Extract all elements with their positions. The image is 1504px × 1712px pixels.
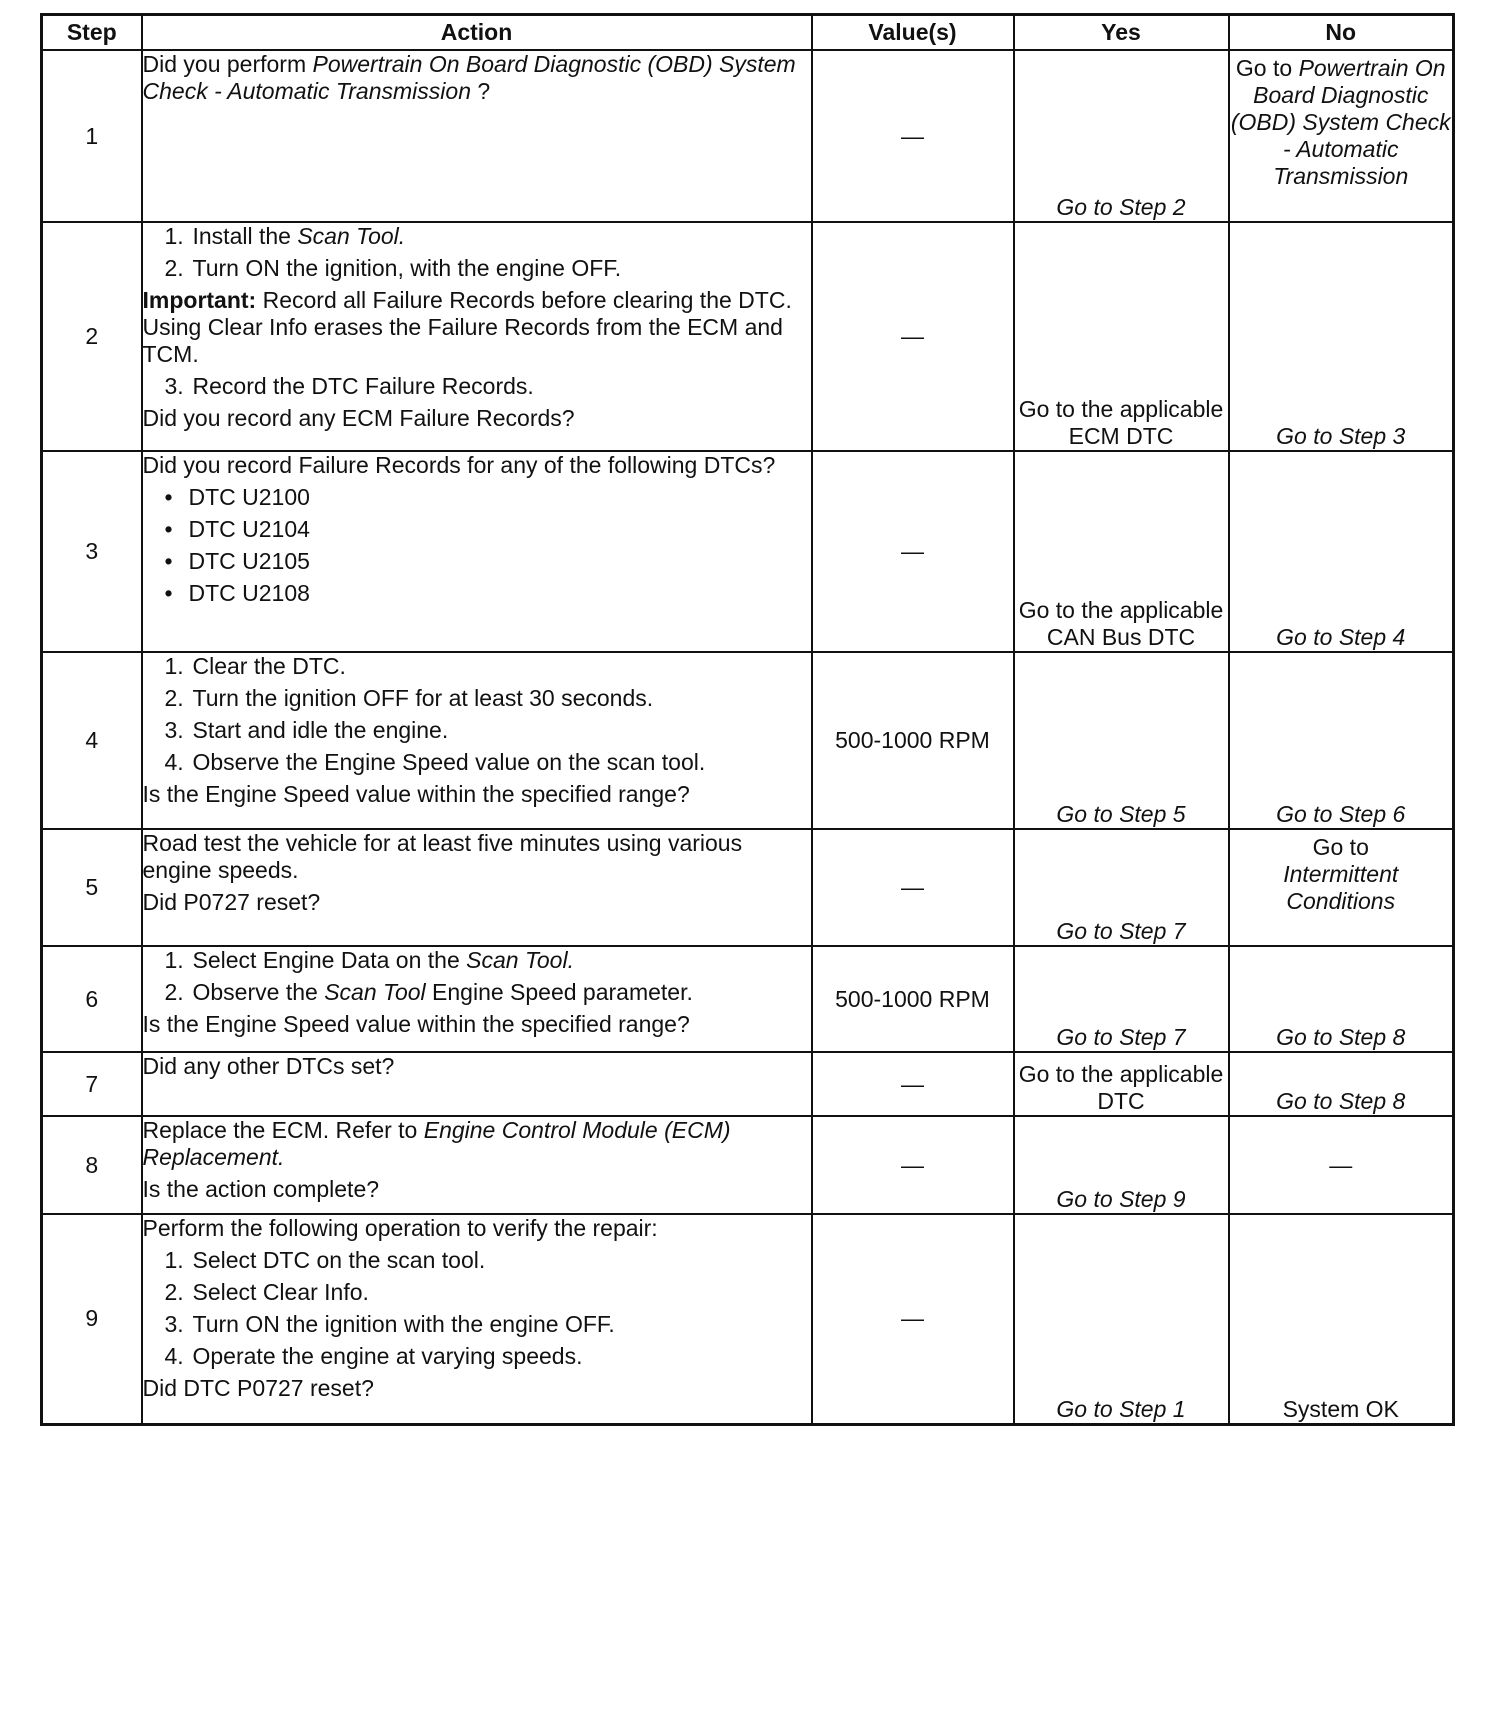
dtc-code: DTC U2104: [188, 516, 310, 542]
step-number: 5: [42, 829, 142, 946]
action-cell: [142, 829, 812, 946]
item-text: Install the: [192, 223, 298, 249]
list-item: [143, 653, 811, 680]
bullet-item: [143, 580, 811, 607]
table-row-step-1: [42, 50, 1454, 222]
list-item: [143, 685, 811, 712]
no-link: Go to Step 4: [1276, 624, 1406, 650]
bullet-icon: •: [164, 580, 173, 606]
step-number: 4: [42, 652, 142, 829]
action-text: Perform the following operation to verify the repair:: [142, 1215, 658, 1241]
list-item: [143, 1279, 811, 1306]
no-link: Go to Step 3: [1276, 423, 1406, 449]
important-text: Record all Failure Records before clearing the DTC. Using Clear Info erases the Failure Records from the ECM and TCM.: [142, 287, 792, 367]
item-number: 2.: [164, 1279, 184, 1305]
value-cell: 500-1000 RPM: [812, 946, 1014, 1052]
no-cell: [1229, 451, 1454, 652]
step-number: 2: [42, 222, 142, 451]
yes-cell: [1014, 652, 1229, 829]
yes-cell: Go to the applicable ECM DTC: [1014, 222, 1229, 451]
value-cell: —: [812, 1116, 1014, 1214]
action-cell: [142, 451, 812, 652]
no-link: Go to Step 8: [1276, 1024, 1406, 1050]
list-item: [143, 373, 811, 400]
dtc-code: DTC U2108: [188, 580, 310, 606]
action-cell: [142, 652, 812, 829]
yes-cell: [1014, 1116, 1229, 1214]
yes-link: Go to Step 7: [1056, 1024, 1186, 1050]
item-text: Operate the engine at varying speeds.: [192, 1343, 583, 1369]
no-cell: [1229, 50, 1454, 222]
yes-cell: Go to the applicable CAN Bus DTC: [1014, 451, 1229, 652]
item-number: 4.: [164, 1343, 184, 1369]
no-cell: [1229, 829, 1454, 946]
yes-cell: [1014, 829, 1229, 946]
table-row-step-4: [42, 652, 1454, 829]
item-number: 3.: [164, 1311, 184, 1337]
action-text: [143, 1117, 811, 1171]
no-cell: [1229, 652, 1454, 829]
bullet-item: [143, 516, 811, 543]
yes-cell: [1014, 1214, 1229, 1424]
diagnostic-table: [40, 13, 1455, 1426]
no-link: Go to Step 8: [1276, 1088, 1406, 1114]
item-number: 1.: [164, 1247, 184, 1273]
yes-link: Go to Step 2: [1056, 194, 1186, 220]
list-item: [143, 223, 811, 250]
list-item: [143, 1247, 811, 1274]
value-cell: 500-1000 RPM: [812, 652, 1014, 829]
action-text: Road test the vehicle for at least five minutes using various engine speeds.: [142, 830, 743, 883]
action-cell: [142, 946, 812, 1052]
yes-cell: [1014, 946, 1229, 1052]
table-row-step-8: [42, 1116, 1454, 1214]
step-number: 8: [42, 1116, 142, 1214]
list-item: [143, 255, 811, 282]
item-text: Observe the: [192, 979, 325, 1005]
no-link: Intermittent Conditions: [1283, 861, 1399, 914]
no-text: Go to: [1235, 55, 1299, 81]
item-reference: Scan Tool: [324, 979, 426, 1005]
bullet-icon: •: [164, 516, 173, 542]
item-number: 1.: [164, 223, 184, 249]
action-question: Did DTC P0727 reset?: [142, 1375, 374, 1401]
action-question: Is the Engine Speed value within the specified range?: [142, 1011, 690, 1037]
action-question: [143, 51, 811, 105]
yes-link: Go to Step 1: [1056, 1395, 1186, 1422]
action-question: Did any other DTCs set?: [142, 1053, 395, 1079]
table-row-step-5: [42, 829, 1454, 946]
dtc-code: DTC U2100: [188, 484, 310, 510]
table-row-step-9: [42, 1214, 1454, 1424]
header-no: No: [1229, 15, 1454, 51]
item-number: 2.: [164, 685, 184, 711]
value-cell: —: [812, 1052, 1014, 1116]
action-reference: Powertrain On Board Diagnostic (OBD) System Check - Automatic Transmission: [142, 51, 796, 104]
value-cell: —: [812, 451, 1014, 652]
table-row-step-6: [42, 946, 1454, 1052]
value-cell: —: [812, 222, 1014, 451]
no-cell: [1229, 946, 1454, 1052]
no-cell: [1229, 222, 1454, 451]
header-row: [42, 15, 1454, 51]
list-item: [143, 1311, 811, 1338]
item-number: 1.: [164, 947, 184, 973]
table-row-step-2: [42, 222, 1454, 451]
yes-link: Go to Step 9: [1056, 1186, 1186, 1212]
step-number: 3: [42, 451, 142, 652]
yes-cell: Go to the applicable DTC: [1014, 1052, 1229, 1116]
action-question: Is the action complete?: [142, 1176, 380, 1202]
dtc-code: DTC U2105: [188, 548, 310, 574]
no-cell: —: [1229, 1116, 1454, 1214]
step-number: 7: [42, 1052, 142, 1116]
step-number: 1: [42, 50, 142, 222]
table-row-step-3: [42, 451, 1454, 652]
list-item: [143, 979, 811, 1006]
no-cell: [1229, 1052, 1454, 1116]
item-reference: Scan Tool.: [466, 947, 574, 973]
item-number: 1.: [164, 653, 184, 679]
bullet-icon: •: [164, 484, 173, 510]
item-text: Select DTC on the scan tool.: [192, 1247, 486, 1273]
item-number: 2.: [164, 979, 184, 1005]
item-text-end: Engine Speed parameter.: [425, 979, 693, 1005]
action-text-start: Replace the ECM. Refer to: [142, 1117, 424, 1143]
important-note: [143, 287, 811, 368]
item-number: 2.: [164, 255, 184, 281]
item-reference: Scan Tool.: [297, 223, 406, 249]
bullet-item: [143, 548, 811, 575]
action-question: Is the Engine Speed value within the specified range?: [142, 781, 690, 807]
item-text: Select Engine Data on the: [192, 947, 467, 973]
value-cell: —: [812, 829, 1014, 946]
no-link: Go to Step 6: [1276, 801, 1406, 827]
value-cell: —: [812, 50, 1014, 222]
item-text: Start and idle the engine.: [192, 717, 449, 743]
no-cell: System OK: [1229, 1214, 1454, 1424]
action-cell: [142, 1116, 812, 1214]
value-cell: —: [812, 1214, 1014, 1424]
item-text: Turn the ignition OFF for at least 30 seconds.: [192, 685, 654, 711]
list-item: [143, 717, 811, 744]
item-text: Turn ON the ignition, with the engine OFF.: [192, 255, 622, 281]
action-question: Did P0727 reset?: [142, 889, 321, 915]
action-cell: [142, 222, 812, 451]
list-item: [143, 749, 811, 776]
no-link: Powertrain On Board Diagnostic (OBD) System Check - Automatic Transmission: [1230, 55, 1451, 189]
item-text: Turn ON the ignition with the engine OFF.: [192, 1311, 615, 1337]
item-number: 3.: [164, 373, 184, 399]
step-number: 9: [42, 1214, 142, 1424]
table-row-step-7: [42, 1052, 1454, 1116]
yes-cell: [1014, 50, 1229, 222]
yes-link: Go to Step 7: [1056, 918, 1186, 944]
item-text: Record the DTC Failure Records.: [192, 373, 534, 399]
list-item: [143, 1343, 811, 1370]
action-reference: Engine Control Module (ECM) Replacement.: [142, 1117, 731, 1170]
item-text: Select Clear Info.: [192, 1279, 369, 1305]
item-number: 3.: [164, 717, 184, 743]
important-label: Important:: [142, 287, 257, 313]
bullet-icon: •: [164, 548, 173, 574]
bullet-item: [143, 484, 811, 511]
action-cell: [142, 1052, 812, 1116]
header-yes: Yes: [1014, 15, 1229, 51]
no-text: Go to: [1312, 834, 1369, 860]
item-text: Observe the Engine Speed value on the scan tool.: [192, 749, 706, 775]
step-number: 6: [42, 946, 142, 1052]
header-action: Action: [142, 15, 812, 51]
header-values: Value(s): [812, 15, 1014, 51]
action-cell: [142, 1214, 812, 1424]
action-cell: [142, 50, 812, 222]
item-text: Clear the DTC.: [192, 653, 346, 679]
item-number: 4.: [164, 749, 184, 775]
action-text-end: ?: [470, 78, 491, 104]
action-question: Did you record any ECM Failure Records?: [142, 405, 575, 431]
yes-link: Go to Step 5: [1056, 801, 1186, 827]
action-question: Did you record Failure Records for any of the following DTCs?: [142, 452, 776, 478]
list-item: [143, 947, 811, 974]
header-step: Step: [42, 15, 142, 51]
action-text: Did you perform: [142, 51, 313, 77]
